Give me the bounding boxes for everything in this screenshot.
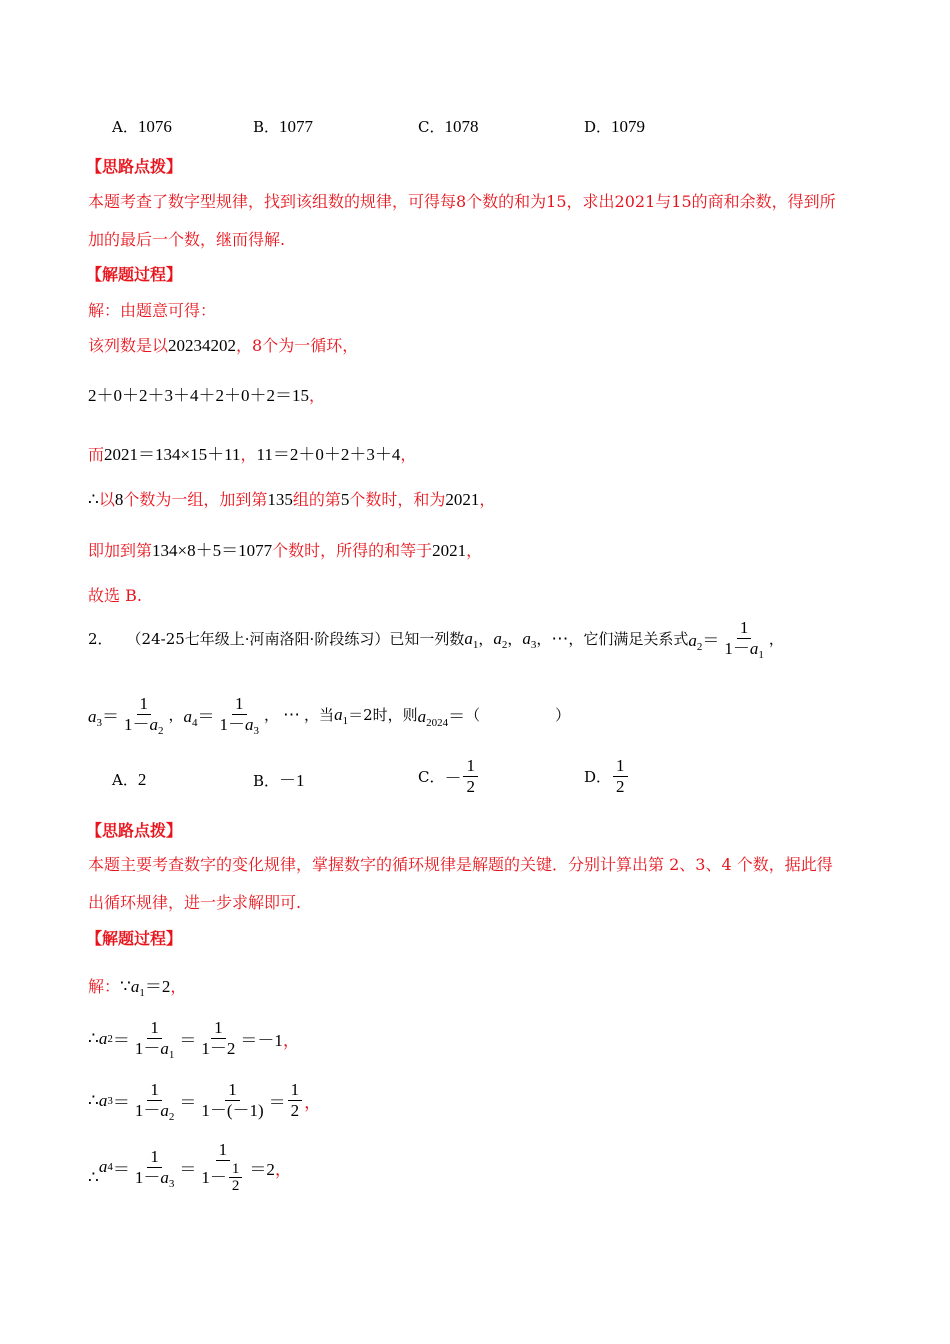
numerator: 1 (225, 1080, 240, 1101)
because-symbol: ∵ (120, 977, 131, 996)
fraction (132, 1080, 178, 1121)
fraction-a2 (721, 618, 767, 659)
q2-hint-line1: 本题主要考查数字的变化规律，掌握数字的循环规律是解题的关键．分别计算出第 2、3、4 个数，据此得 (88, 855, 833, 874)
sub: 1 (758, 649, 764, 661)
eq: ＝ (112, 1031, 130, 1050)
text: ，8个为一循环， (236, 336, 359, 355)
eq: ＝ (197, 707, 215, 726)
fraction (198, 1018, 238, 1059)
sub: 1 (139, 987, 145, 999)
a1-var (334, 705, 348, 725)
number: 2021 (432, 541, 467, 560)
text: 1－ (134, 1039, 161, 1058)
option-value: 1077 (279, 117, 314, 136)
text: ， (466, 541, 483, 560)
denominator: 2 (466, 777, 475, 796)
text: 个数为一组，加到第 (123, 490, 268, 509)
q1-solution-title: 【解题过程】 (86, 265, 183, 284)
fraction-a4 (217, 694, 263, 735)
denominator: 2 (290, 1101, 300, 1120)
eq: ＝ (702, 631, 720, 650)
option-label: C． (418, 768, 445, 786)
q1-solution-cycle (88, 333, 358, 356)
sub: 3 (253, 725, 260, 737)
q2-solution-a4: ∴ a 4 ＝ $\frac{1}{1-a_3}$ ＝ 1 1－ $\frac{1}{2}$ ＝2 ， (88, 1140, 292, 1194)
option-value: 1076 (137, 117, 172, 136)
q1-option-b (253, 116, 313, 137)
q1-solution-intro: 解：由题意可得： (88, 301, 217, 320)
result: ＝－1 (240, 1031, 283, 1050)
eq: ＝ (448, 707, 466, 726)
inner-fraction (229, 1161, 243, 1194)
number: 8 (114, 490, 124, 509)
sep: ， (507, 632, 523, 648)
text: ， (274, 1159, 292, 1179)
numerator: 1 (147, 1080, 162, 1101)
text: ， (304, 1093, 322, 1112)
sep: ， (536, 632, 552, 648)
denominator: 1－2 (201, 1039, 236, 1058)
q1-solution-sum (88, 381, 325, 406)
text: 组的第 (292, 490, 341, 509)
fraction (132, 1018, 178, 1059)
text: ， (400, 445, 417, 464)
numerator: 1 (288, 1080, 303, 1101)
q1-solution-add (88, 536, 482, 561)
text: 1－ (201, 1167, 227, 1187)
text: ， (768, 630, 784, 648)
eq: ＝ (268, 1093, 286, 1112)
q1-solution-division (88, 440, 416, 465)
option-label: D． (584, 118, 612, 136)
denominator (132, 1101, 178, 1121)
var: a (160, 1167, 169, 1187)
text: 个数时，和为 (349, 490, 446, 509)
q2-solution-a1 (88, 972, 186, 997)
text: ， (240, 445, 257, 464)
var: a (522, 629, 531, 648)
denominator: 2 (231, 1178, 240, 1194)
text: 1－ (134, 1167, 161, 1187)
result: ＝2 (249, 1159, 275, 1179)
text: 1－ (124, 715, 150, 734)
option-value: 1079 (611, 117, 646, 136)
var: a (98, 1157, 108, 1176)
var: a (88, 707, 97, 726)
sequence-list (464, 628, 568, 649)
var: a (183, 707, 193, 726)
q1-option-d (584, 116, 645, 137)
var: a (160, 1039, 169, 1058)
fraction-a3 (121, 694, 167, 735)
relation-a4 (184, 702, 215, 727)
var: a (493, 629, 502, 648)
numerator: 1 (463, 756, 478, 777)
q2-solution-a3: ∴ a 3 ＝ $\frac{1}{1-a_2}$ ＝ $\frac{1}{1-(-1)}$ ＝ $\frac{1}{2}$ ， (88, 1080, 322, 1123)
q1-option-c (418, 116, 478, 137)
numerator: 1 (147, 1018, 162, 1039)
fraction (288, 1080, 303, 1121)
answer-blank: （ ） (465, 706, 571, 724)
question-source: （24-25七年级上·河南洛阳·阶段练习） (126, 630, 390, 648)
eq: ＝ (112, 1159, 130, 1179)
q2-hint-title: 【思路点拨】 (86, 821, 183, 840)
q1-solution-answer: 故选 B. (88, 586, 142, 605)
sub: 3 (168, 1177, 175, 1190)
numerator: 1 (216, 1140, 231, 1161)
text: ， (479, 490, 496, 509)
text: ，它们满足关系式 (568, 630, 689, 648)
sub: 2 (696, 641, 703, 653)
number: 5 (340, 490, 350, 509)
option-value: 2 (137, 770, 147, 789)
q1-hint-line1: 本题考查了数字型规律，找到该组数的规律，可得每8个数的和为15，求出2021与15的商和余数，得到所 (88, 192, 836, 211)
text: ， (304, 706, 320, 724)
denominator (198, 1161, 247, 1194)
sub: 2 (501, 639, 508, 651)
text: 1－ (219, 715, 246, 734)
var: a (130, 977, 140, 996)
var: a (749, 639, 759, 658)
relation-a2 (688, 626, 719, 651)
therefore-symbol: ∴ (88, 1090, 99, 1110)
sub: 2024 (426, 717, 449, 729)
q2-stem-line1 (88, 618, 784, 659)
sub: 3 (530, 639, 537, 651)
var: a (245, 715, 254, 734)
sub: 1 (168, 1049, 175, 1061)
relation-a3 (88, 702, 119, 727)
q1-option-a (112, 116, 172, 137)
q1-hint-line2: 加的最后一个数，继而得解. (88, 230, 286, 249)
half-fraction (463, 756, 478, 797)
denominator (721, 639, 767, 659)
a2024-var (418, 702, 466, 727)
option-label: C． (418, 118, 445, 136)
var: a (464, 629, 473, 648)
var: a (149, 715, 158, 734)
therefore-symbol: ∴ (88, 490, 99, 509)
var: a (334, 704, 343, 724)
ellipsis: ⋯ (283, 704, 301, 724)
option-label: B． (253, 772, 280, 790)
text: ＝2时，则 (348, 706, 418, 724)
value: ＝2 (144, 977, 171, 996)
eq: ＝ (112, 1093, 130, 1112)
var: a (98, 1028, 108, 1048)
sep: ， (478, 632, 494, 648)
numerator: 1 (232, 694, 247, 715)
count-expression: 134×8＋5＝1077 (152, 541, 273, 560)
fraction (198, 1080, 266, 1121)
complex-fraction (198, 1140, 247, 1194)
question-number: 2． (88, 630, 113, 648)
denominator (217, 715, 263, 735)
text: ， (309, 386, 326, 405)
text: 1－ (724, 639, 750, 658)
half-fraction (613, 756, 628, 797)
text: 个数时，所得的和等于 (272, 541, 433, 560)
option-label: A． (112, 118, 138, 136)
therefore-symbol: ∴ (88, 1028, 99, 1048)
denominator: 1－(－1) (201, 1101, 264, 1120)
q2-stem-line2 (88, 694, 570, 735)
var: a (417, 707, 427, 726)
text: 该列数是以 (88, 336, 169, 355)
numerator: 1 (137, 694, 152, 715)
sub: 4 (192, 717, 198, 729)
text: 解： (88, 977, 121, 996)
q2-option-c (418, 756, 480, 797)
option-value: －1 (279, 771, 305, 790)
remainder-expression: 11＝2＋0＋2＋3＋4 (256, 445, 401, 464)
q2-solution-a2: ∴ a 2 ＝ $\frac{1}{1-a_1}$ ＝ $\frac{1}{1-2}$ ＝－1 ， (88, 1018, 300, 1061)
therefore-symbol: ∴ (88, 1168, 99, 1187)
q2-solution-title: 【解题过程】 (86, 929, 183, 948)
text: 已知一列数 (389, 630, 465, 648)
text: 1－ (134, 1101, 161, 1120)
text: 当 (319, 706, 335, 724)
text: ， (264, 706, 280, 724)
text: 以 (98, 490, 115, 509)
eq: ＝ (102, 707, 119, 726)
text: ， (282, 1031, 300, 1050)
number: 135 (267, 490, 293, 509)
text: 而 (88, 445, 105, 464)
q1-solution-group (88, 487, 495, 510)
eq: ＝ (179, 1159, 197, 1179)
numerator: 1 (737, 618, 752, 639)
sub: 3 (96, 717, 102, 729)
denominator: 2 (616, 777, 625, 796)
text: 即加到第 (88, 541, 153, 560)
numerator: 1 (613, 756, 628, 777)
sub: 1 (472, 639, 479, 651)
number: 2021 (445, 490, 480, 509)
var: a (98, 1090, 108, 1110)
numerator: 1 (229, 1161, 243, 1178)
fraction (132, 1147, 178, 1188)
ellipsis: ⋯ (551, 629, 569, 648)
q2-option-a (112, 769, 146, 790)
numerator: 1 (211, 1018, 226, 1039)
denominator (132, 1039, 178, 1059)
denominator (121, 715, 167, 735)
cycle-number: 20234202 (168, 336, 237, 355)
denominator (132, 1168, 178, 1188)
q2-option-b (253, 766, 305, 791)
eq: ＝ (179, 1093, 197, 1112)
sub: 2 (158, 725, 164, 737)
q2-hint-line2: 出循环规律，进一步求解即可. (88, 893, 302, 912)
numerator: 1 (147, 1147, 162, 1168)
option-label: A． (112, 771, 138, 789)
text: ， (170, 977, 187, 996)
option-value: － (444, 769, 462, 788)
var: a (160, 1101, 169, 1120)
q2-option-d (584, 756, 630, 797)
eq: ＝ (179, 1031, 197, 1050)
option-value: 1078 (444, 117, 479, 136)
var: a (688, 631, 697, 650)
division-expression: 2021＝134×15＋11 (104, 445, 241, 464)
sum-expression: 2＋0＋2＋3＋4＋2＋0＋2＝15 (88, 386, 309, 405)
text: ， (168, 706, 184, 724)
option-label: D． (584, 768, 612, 786)
sub: 2 (168, 1111, 175, 1123)
option-label: B． (253, 118, 280, 136)
sub: 1 (342, 714, 349, 727)
q1-hint-title: 【思路点拨】 (86, 157, 183, 176)
